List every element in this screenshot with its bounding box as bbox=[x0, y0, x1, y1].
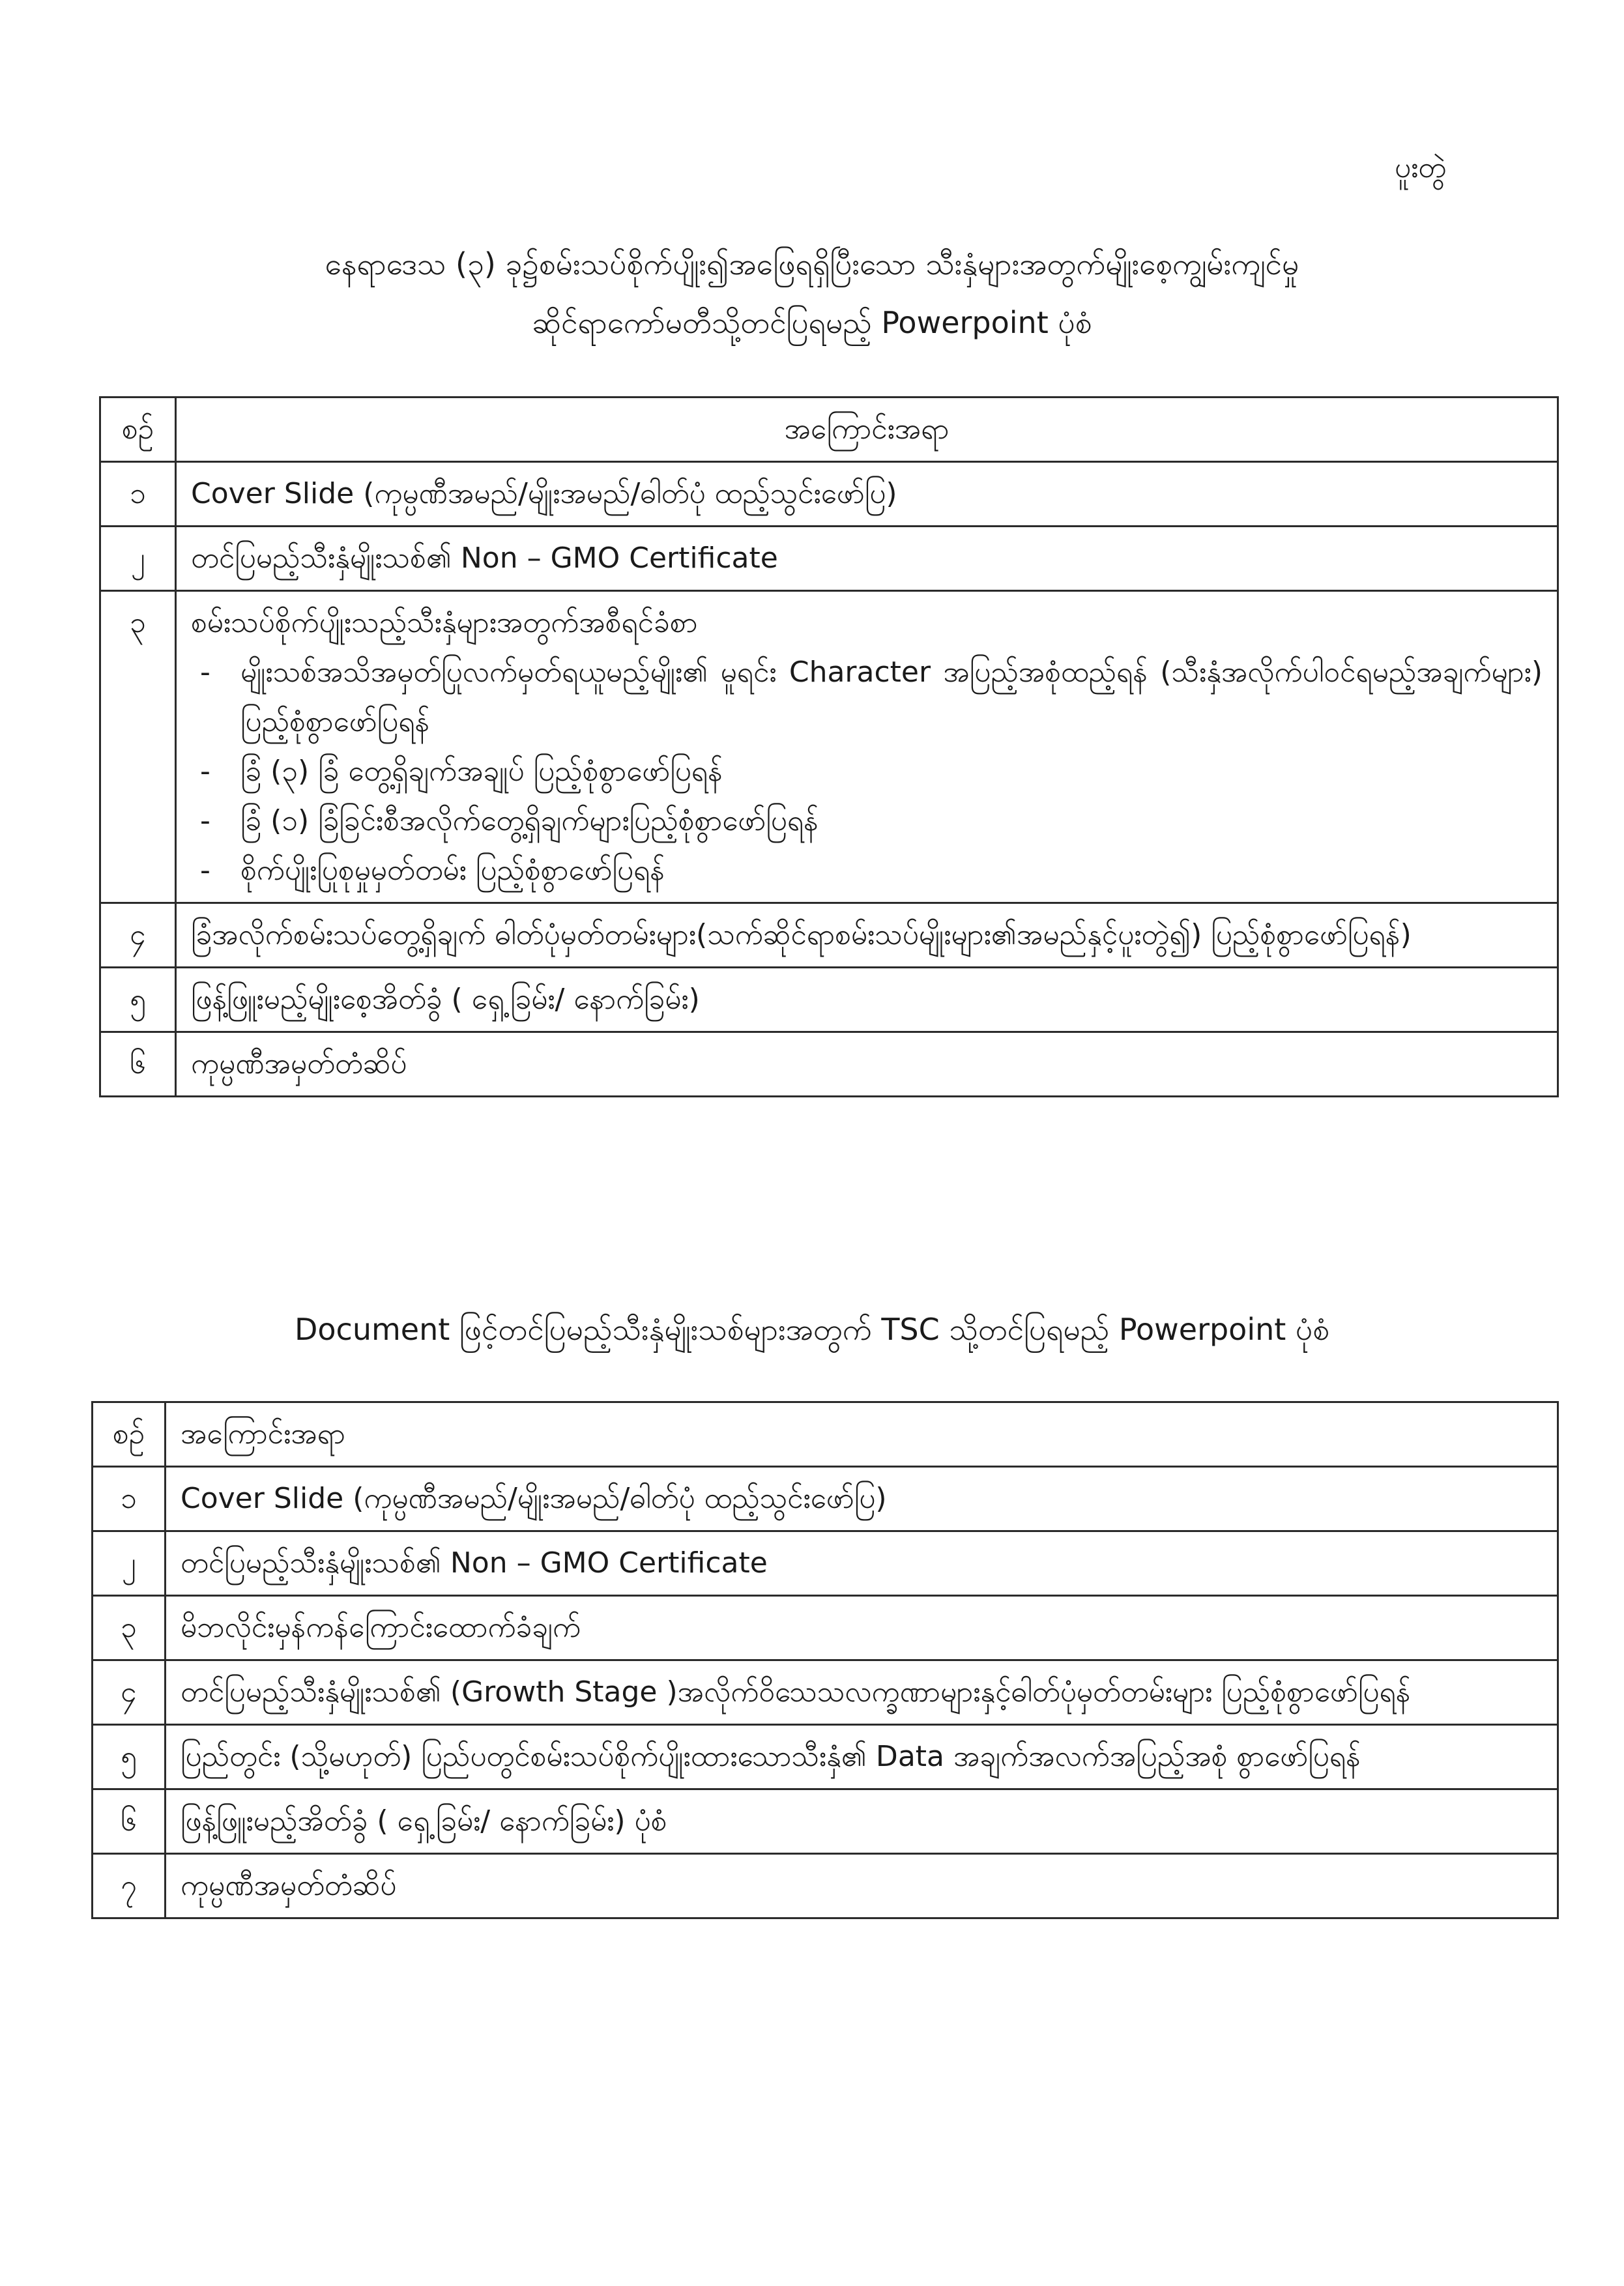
row-num: ၃ bbox=[100, 591, 176, 903]
header-num: စဉ် bbox=[100, 398, 176, 462]
row-text: ဖြန့်ဖြူးမည့်အိတ်ခွံ ( ရှေ့ခြမ်း/ နောက်ခြမ်း) ပုံစံ bbox=[166, 1789, 1558, 1854]
table-row bbox=[100, 1032, 1558, 1097]
row-num: ၂ bbox=[100, 527, 176, 591]
row-text: ကုမ္ပဏီအမှတ်တံဆိပ် bbox=[166, 1854, 1558, 1918]
row-content bbox=[176, 591, 1558, 903]
row-num: ၄ bbox=[93, 1660, 166, 1725]
row-num: ၆ bbox=[100, 1032, 176, 1097]
list-item-text: စိုက်ပျိုးပြုစုမှုမှတ်တမ်း ပြည့်စုံစွာဖော်ပြရန် bbox=[240, 854, 665, 887]
row-num: ၇ bbox=[93, 1854, 166, 1918]
row-text: စမ်းသပ်စိုက်ပျိုးသည့်သီးနှံများအတွက်အစီရင်ခံစာ bbox=[191, 606, 698, 639]
row-num: ၁ bbox=[93, 1467, 166, 1531]
table-row bbox=[100, 968, 1558, 1032]
table-row bbox=[100, 527, 1558, 591]
list-item bbox=[191, 747, 1543, 796]
header-content: အကြောင်းအရာ bbox=[176, 398, 1558, 462]
row-text: တင်ပြမည့်သီးနှံမျိုးသစ်၏ (Growth Stage )အလိုက်ဝိသေသလက္ခဏာများနှင့်ဓါတ်ပုံမှတ်တမ်းများ ပြည့်စုံစွာဖော်ပြရန် bbox=[166, 1660, 1558, 1725]
list-item-text: ခြံ (၁) ခြံခြင်းစီအလိုက်တွေ့ရှိချက်များပြည့်စုံစွာဖော်ပြရန် bbox=[240, 804, 819, 837]
row-text: ကုမ္ပဏီအမှတ်တံဆိပ် bbox=[176, 1032, 1558, 1097]
table-header-row bbox=[100, 398, 1558, 462]
table-row bbox=[93, 1467, 1558, 1531]
table-row bbox=[93, 1789, 1558, 1854]
attachment-label: ပူးတွဲ bbox=[1395, 151, 1447, 184]
section1-table bbox=[99, 396, 1559, 1097]
section2-table bbox=[91, 1401, 1559, 1919]
section1-title-line1: နေရာဒေသ (၃) ခု၌စမ်းသပ်စိုက်ပျိုး၍အဖြေရရှိပြီးသော သီးနှံများအတွက်မျိုးစေ့ကျွမ်းကျင်မှု bbox=[325, 246, 1299, 282]
dash-marker: - bbox=[200, 804, 210, 837]
header-content: အကြောင်းအရာ bbox=[166, 1402, 1558, 1467]
dash-marker: - bbox=[200, 854, 210, 887]
row-text: Cover Slide (ကုမ္ပဏီအမည်/မျိုးအမည်/ဓါတ်ပုံ ထည့်သွင်းဖော်ပြ) bbox=[166, 1467, 1558, 1531]
list-item-text: မျိုးသစ်အသိအမှတ်ပြုလက်မှတ်ရယူမည့်မျိုး၏ မူရင်း Character အပြည့်အစုံထည့်ရန် (သီးနှံအလိုက်ပါဝင်ရမည့်အချက်များ) ပြည့်စုံစွာဖော်ပြရန် bbox=[240, 656, 1543, 738]
row-text: တင်ပြမည့်သီးနှံမျိုးသစ်၏ Non – GMO Certificate bbox=[176, 527, 1558, 591]
row-num: ၁ bbox=[100, 462, 176, 527]
table-row bbox=[93, 1596, 1558, 1660]
table-row bbox=[100, 903, 1558, 968]
row-num: ၃ bbox=[93, 1596, 166, 1660]
table-header-row bbox=[93, 1402, 1558, 1467]
report-bullet-list bbox=[191, 648, 1543, 895]
row-num: ၄ bbox=[100, 903, 176, 968]
list-item-text: ခြံ (၃) ခြံ တွေ့ရှိချက်အချုပ် ပြည့်စုံစွာဖော်ပြရန် bbox=[240, 755, 723, 788]
section1-title-line2: ဆိုင်ရာကော်မတီသို့တင်ပြရမည့် Powerpoint ပုံစံ bbox=[532, 305, 1092, 340]
row-num: ၆ bbox=[93, 1789, 166, 1854]
table-row bbox=[100, 591, 1558, 903]
header-num: စဉ် bbox=[93, 1402, 166, 1467]
row-text: Cover Slide (ကုမ္ပဏီအမည်/မျိုးအမည်/ဓါတ်ပုံ ထည့်သွင်းဖော်ပြ) bbox=[176, 462, 1558, 527]
row-num: ၂ bbox=[93, 1531, 166, 1596]
table-row bbox=[93, 1531, 1558, 1596]
list-item bbox=[191, 846, 1543, 895]
row-num: ၅ bbox=[93, 1725, 166, 1789]
list-item bbox=[191, 648, 1543, 747]
section2-title: Document ဖြင့်တင်ပြမည့်သီးနှံမျိုးသစ်များအတွက် TSC သို့တင်ပြရမည့် Powerpoint ပုံစံ bbox=[294, 1312, 1330, 1347]
row-text: ပြည်တွင်း (သို့မဟုတ်) ပြည်ပတွင်စမ်းသပ်စိုက်ပျိုးထားသောသီးနှံ၏ Data အချက်အလက်အပြည့်အစုံ စွာဖော်ပြရန် bbox=[166, 1725, 1558, 1789]
table-row bbox=[93, 1660, 1558, 1725]
row-text: တင်ပြမည့်သီးနှံမျိုးသစ်၏ Non – GMO Certificate bbox=[166, 1531, 1558, 1596]
row-text: ဖြန့်ဖြူးမည့်မျိုးစေ့အိတ်ခွံ ( ရှေ့ခြမ်း/ နောက်ခြမ်း) bbox=[176, 968, 1558, 1032]
table-row bbox=[100, 462, 1558, 527]
table-row bbox=[93, 1854, 1558, 1918]
dash-marker: - bbox=[200, 755, 210, 788]
row-text: မိဘလိုင်းမှန်ကန်ကြောင်းထောက်ခံချက် bbox=[166, 1596, 1558, 1660]
table-row bbox=[93, 1725, 1558, 1789]
dash-marker: - bbox=[200, 656, 210, 689]
row-text: ခြံအလိုက်စမ်းသပ်တွေ့ရှိချက် ဓါတ်ပုံမှတ်တမ်းများ(သက်ဆိုင်ရာစမ်းသပ်မျိုးများ၏အမည်နှင့်ပူးတွဲ၍) ပြည့်စုံစွာဖော်ပြရန်) bbox=[176, 903, 1558, 968]
row-num: ၅ bbox=[100, 968, 176, 1032]
list-item bbox=[191, 796, 1543, 846]
